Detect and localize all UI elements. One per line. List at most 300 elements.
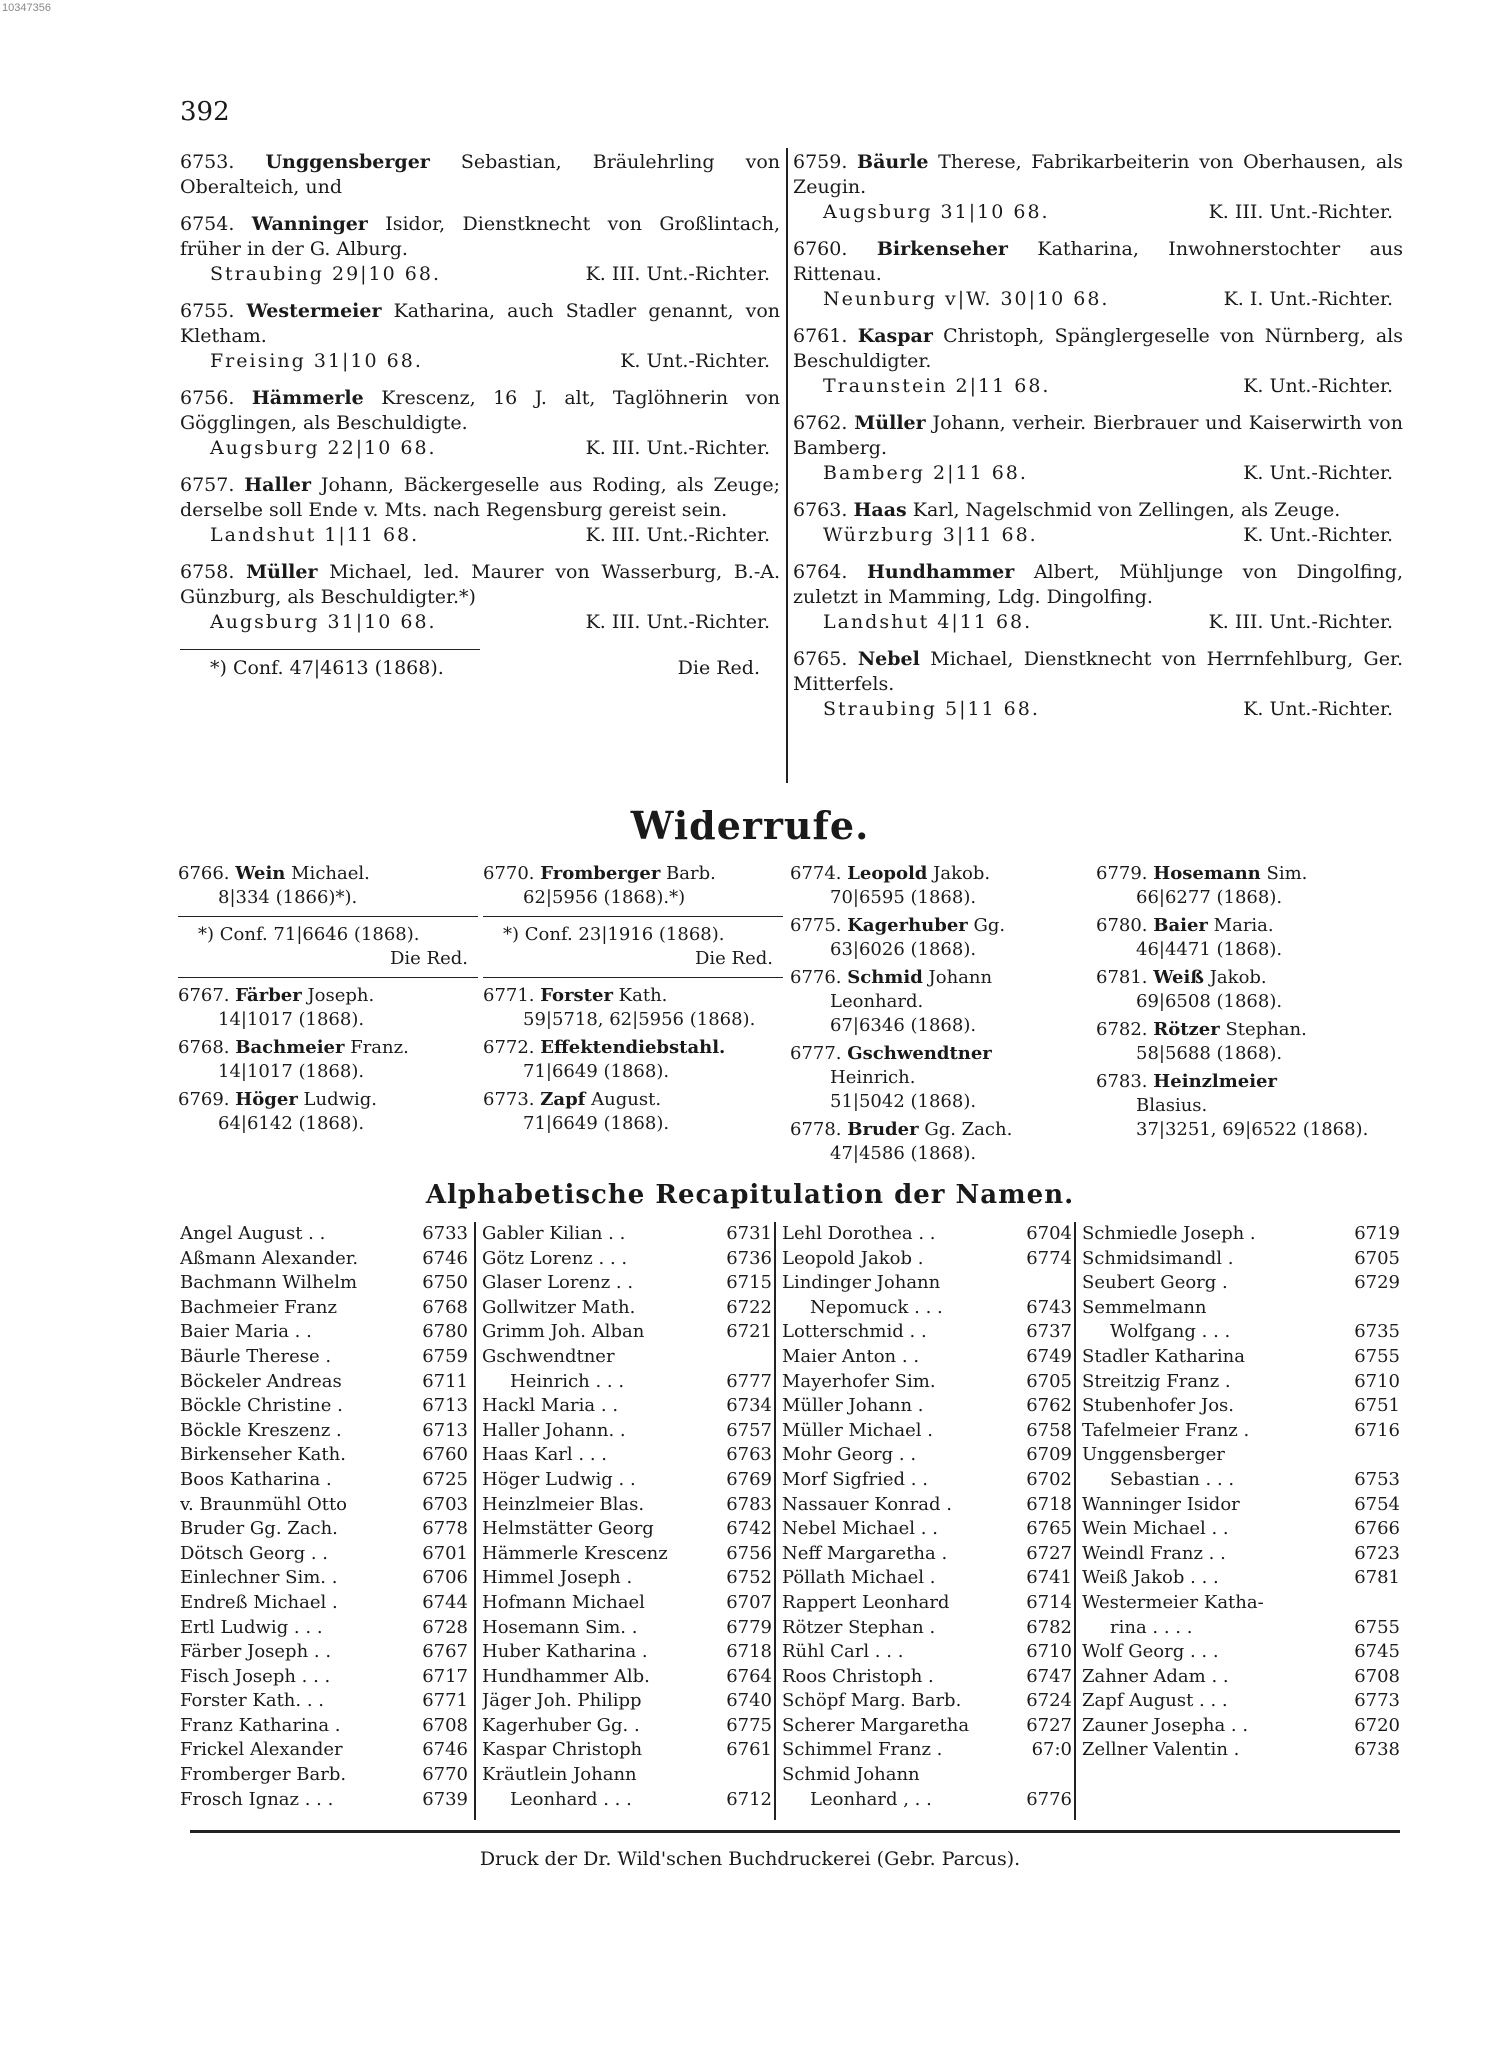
index-number: 6703 [422,1493,468,1515]
index-number: 6742 [726,1518,772,1540]
footnote-rule [178,977,478,978]
index-name: Seubert Georg . [1082,1272,1228,1294]
widerruf-number: 6766. [178,863,230,884]
index-number: 6710 [1026,1641,1072,1663]
index-number: 6760 [422,1444,468,1466]
widerruf-ref: 14|1017 (1868). [218,1009,365,1030]
notice-name: Bäurle [857,151,929,173]
index-row [180,1320,468,1345]
index-row [482,1591,772,1616]
index-name: Sebastian . . . [1110,1468,1235,1490]
index-name: Hackl Maria . . [482,1395,619,1417]
index-number: 6718 [726,1641,772,1663]
index-row [180,1222,468,1247]
notice-place: Landshut 1|11 68. [210,524,420,546]
widerruf-entry [790,1042,1090,1114]
index-row [180,1493,468,1518]
index-name: Frickel Alexander [180,1739,343,1761]
index-name: Stadler Katharina [1082,1345,1245,1367]
widerruf-ref: 64|6142 (1868). [218,1113,365,1134]
widerruf-number: 6772. [483,1037,535,1058]
index-number: 6766 [1354,1518,1400,1540]
index-name: Gschwendtner [482,1345,615,1367]
widerruf-entry [178,1036,478,1084]
index-name: Färber Joseph . . [180,1641,332,1663]
index-row [782,1714,1072,1739]
index-name: Huber Katharina . [482,1641,648,1663]
index-number: 6736 [726,1247,772,1269]
index-name: Himmel Joseph . [482,1567,633,1589]
index-column [1082,1222,1400,1763]
widerruf-ref: 63|6026 (1868). [830,939,977,960]
widerruf-entry [483,1088,783,1136]
notice-meta [793,697,1403,722]
index-number: 6781 [1354,1567,1400,1589]
index-number: 6718 [1026,1493,1072,1515]
widerruf-name: Wein [235,863,286,884]
index-row [782,1370,1072,1395]
index-name: Rappert Leonhard [782,1591,950,1613]
index-name: Zapf August . . . [1082,1690,1228,1712]
index-number: 6765 [1026,1518,1072,1540]
index-row [1082,1443,1400,1468]
column-divider [786,148,788,783]
index-name: Schimmel Franz . [782,1739,943,1761]
footnote-sign: Die Red. [677,657,760,679]
notice-entry [180,473,780,548]
index-row [1082,1738,1400,1763]
notice-place: Straubing 5|11 68. [823,698,1040,720]
archive-stamp: 10347356 [2,2,51,14]
index-number [1068,1271,1072,1296]
widerruf-number: 6773. [483,1089,535,1110]
index-name: Müller Michael . [782,1419,933,1441]
index-number: 6745 [1354,1641,1400,1663]
index-number: 6758 [1026,1419,1072,1441]
widerruf-extra: Leonhard. [830,991,924,1012]
notice-text [793,498,1403,523]
widerruf-name: Färber [235,985,302,1006]
notice-court: K. III. Unt.-Richter. [585,263,770,285]
index-name: Birkenseher Kath. [180,1444,346,1466]
widerruf-given: Barb. [666,863,716,884]
index-name: Höger Ludwig . . [482,1468,636,1490]
index-name: Bäurle Therese . [180,1345,332,1367]
index-number [1396,1296,1400,1321]
index-row [482,1345,772,1370]
index-row [180,1345,468,1370]
index-number: 6722 [726,1296,772,1318]
index-name: Schmiedle Joseph . [1082,1223,1256,1244]
index-row [782,1394,1072,1419]
index-name: Heinzlmeier Blas. [482,1493,645,1515]
widerruf-number: 6778. [790,1119,842,1140]
notice-body: Katharina, Inwohnerstochter aus Rittenau. [793,238,1403,285]
index-title: Alphabetische Recapitulation der Namen. [425,1180,1075,1210]
index-name: Jäger Joh. Philipp [482,1690,642,1712]
widerruf-name: Gschwendtner [847,1043,992,1064]
index-row [782,1763,1072,1788]
notice-entry [180,299,780,374]
notice-number: 6755. [180,300,235,322]
index-name: Fromberger Barb. [180,1764,347,1786]
widerruf-number: 6782. [1096,1019,1148,1040]
notice-place: Traunstein 2|11 68. [823,375,1051,397]
widerruf-line [790,1042,1090,1066]
index-number: 6710 [1354,1370,1400,1392]
notice-number: 6761. [793,325,848,347]
widerruf-name: Bachmeier [235,1037,345,1058]
widerrufe-column [483,862,783,1140]
index-name: Leonhard . . . [510,1788,632,1810]
index-row [180,1763,468,1788]
widerruf-line [1096,1070,1403,1094]
index-row [782,1542,1072,1567]
widerruf-line [1096,966,1403,990]
index-name: Streitzig Franz . [1082,1370,1231,1392]
index-number: 6776 [1026,1788,1072,1810]
widerrufe-grid [178,862,1403,1162]
index-name: Wolfgang . . . [1110,1321,1231,1343]
index-name: Böckle Christine . [180,1395,343,1417]
index-name: Gabler Kilian . . [482,1223,626,1244]
index-column [782,1222,1072,1812]
index-number: 6737 [1026,1321,1072,1343]
index-name: Götz Lorenz . . . [482,1247,628,1269]
widerruf-name: Hosemann [1153,863,1261,884]
notice-entry [793,324,1403,399]
index-row [180,1689,468,1714]
index-name: Wanninger Isidor [1082,1493,1240,1515]
notice-number: 6764. [793,561,848,583]
index-row [180,1370,468,1395]
index-name: Boos Katharina . [180,1468,332,1490]
index-name: Hosemann Sim. . [482,1616,638,1638]
widerruf-ref: 47|4586 (1868). [830,1143,977,1164]
index-number: 67:0 [1031,1739,1072,1761]
index-row [1082,1493,1400,1518]
index-row [180,1517,468,1542]
index-number: 6782 [1026,1616,1072,1638]
notice-entry [793,150,1403,225]
notice-meta [793,374,1403,399]
widerruf-entry [483,984,783,1032]
index-row [482,1738,772,1763]
index-row [1082,1616,1400,1641]
widerruf-entry [483,1036,783,1084]
index-name: Einlechner Sim. . [180,1567,338,1589]
widerruf-given: Jakob. [933,863,991,884]
notice-number: 6758. [180,561,235,583]
notice-meta [793,287,1403,312]
notice-court: K. Unt.-Richter. [1243,375,1393,397]
widerruf-ref: 70|6595 (1868). [830,887,977,908]
index-row [482,1493,772,1518]
widerruf-line [1096,1018,1403,1042]
index-number: 6724 [1026,1690,1072,1712]
widerruf-number: 6767. [178,985,230,1006]
index-number: 6775 [726,1714,772,1736]
index-row [482,1222,772,1247]
widerruf-line [483,1088,783,1112]
widerruf-line [790,914,1090,938]
column-a [180,150,780,681]
index-row [482,1468,772,1493]
index-number: 6753 [1354,1468,1400,1490]
widerruf-given: Stephan. [1225,1019,1307,1040]
widerruf-given: Johann [928,967,993,988]
notice-name: Haas [853,499,907,521]
index-number: 6707 [726,1591,772,1613]
index-row [180,1271,468,1296]
widerruf-line [790,862,1090,886]
notice-name: Müller [854,412,926,434]
index-row [180,1665,468,1690]
notice-body: Albert, Mühljunge von Dingolfing, zuletzt in Mamming, Ldg. Dingolfing. [793,561,1403,608]
index-number: 6779 [726,1616,772,1638]
notice-text [180,386,780,436]
widerruf-number: 6774. [790,863,842,884]
notice-number: 6756. [180,387,235,409]
index-name: Wolf Georg . . . [1082,1641,1219,1663]
notice-text [180,150,780,200]
notice-entry [180,560,780,635]
index-name: Pöllath Michael . [782,1567,936,1589]
notice-meta [180,436,780,461]
index-row [180,1394,468,1419]
widerruf-ref: 71|6649 (1868). [523,1061,670,1082]
notice-entry [793,237,1403,312]
widerruf-name: Rötzer [1153,1019,1220,1040]
notice-meta [180,610,780,635]
notice-text [793,150,1403,200]
notice-number: 6753. [180,151,235,173]
notice-place: Augsburg 31|10 68. [823,201,1050,223]
index-name: Gollwitzer Math. [482,1296,636,1318]
index-number [1396,1443,1400,1468]
index-number: 6733 [422,1223,468,1244]
bottom-rule [190,1830,1400,1833]
index-row [180,1788,468,1813]
index-number: 6712 [726,1788,772,1810]
index-number: 6743 [1026,1296,1072,1318]
index-name: Ertl Ludwig . . . [180,1616,323,1638]
index-name: Angel August . . [180,1223,326,1244]
widerruf-given: Jakob. [1209,967,1267,988]
index-number: 6727 [1026,1542,1072,1564]
index-row [1082,1517,1400,1542]
index-row [180,1247,468,1272]
index-column [482,1222,772,1812]
widerruf-line [790,966,1090,990]
widerruf-line [483,1036,783,1060]
widerruf-name: Schmid [847,967,923,988]
index-name: Wein Michael . . [1082,1518,1229,1540]
index-row [180,1591,468,1616]
widerruf-line [178,1036,478,1060]
index-number: 6754 [1354,1493,1400,1515]
index-name: Grimm Joh. Alban [482,1321,645,1343]
widerruf-number: 6779. [1096,863,1148,884]
widerruf-number: 6776. [790,967,842,988]
index-name: Aßmann Alexander. [180,1247,359,1269]
index-number [768,1763,772,1788]
index-name: Weiß Jakob . . . [1082,1567,1219,1589]
index-row [180,1566,468,1591]
widerruf-given: Michael. [291,863,370,884]
widerruf-ref: 67|6346 (1868). [830,1015,977,1036]
index-number: 6778 [422,1518,468,1540]
index-row [482,1689,772,1714]
index-number: 6706 [422,1567,468,1589]
widerruf-ref: 46|4471 (1868). [1136,939,1283,960]
index-row [482,1665,772,1690]
index-name: Zahner Adam . . [1082,1665,1229,1687]
notice-meta [180,262,780,287]
footnote-text: *) Conf. 23|1916 (1868). [503,924,725,945]
index-name: Semmelmann [1082,1296,1207,1318]
notice-text [793,647,1403,697]
index-name: Nebel Michael . . [782,1518,938,1540]
index-name: Tafelmeier Franz . [1082,1419,1250,1441]
index-row [782,1271,1072,1296]
notice-text [180,212,780,262]
widerrufe-column [1096,862,1403,1146]
widerruf-ref: 37|3251, 69|6522 (1868). [1136,1119,1369,1140]
notice-body: Johann, verheir. Bierbrauer und Kaiserwirth von Bamberg. [793,412,1403,459]
index-row [782,1616,1072,1641]
index-row [482,1296,772,1321]
notice-court: K. III. Unt.-Richter. [1208,611,1393,633]
index-row [782,1468,1072,1493]
notice-text [793,237,1403,287]
index-row [782,1222,1072,1247]
notice-number: 6759. [793,151,848,173]
index-number: 6720 [1354,1714,1400,1736]
index-row [782,1443,1072,1468]
notice-entry [180,386,780,461]
widerruf-number: 6768. [178,1037,230,1058]
index-column-divider [474,1222,476,1820]
notice-number: 6760. [793,238,848,260]
index-number: 6725 [422,1468,468,1490]
widerruf-entry [1096,966,1403,1014]
index-name: Endreß Michael . [180,1591,338,1613]
index-name: Roos Christoph . [782,1665,934,1687]
index-number: 6713 [422,1395,468,1417]
index-number: 6752 [726,1567,772,1589]
notice-entry [180,150,780,200]
index-row [180,1468,468,1493]
notice-entry [793,560,1403,635]
widerruf-number: 6770. [483,863,535,884]
index-number: 6746 [422,1739,468,1761]
widerruf-ref: 51|5042 (1868). [830,1091,977,1112]
widerruf-line [178,862,478,886]
index-row [180,1738,468,1763]
index-name: Baier Maria . . [180,1321,312,1343]
page-number: 392 [180,97,230,127]
index-number: 6774 [1026,1247,1072,1269]
notice-meta [793,523,1403,548]
widerruf-ref: 14|1017 (1868). [218,1061,365,1082]
index-name: Westermeier Katha- [1082,1591,1264,1613]
widerruf-ref: 69|6508 (1868). [1136,991,1283,1012]
widerruf-entry [790,914,1090,962]
index-row [482,1443,772,1468]
widerruf-entry [483,862,783,910]
index-name: Forster Kath. . . [180,1690,325,1712]
widerruf-given: Kath. [618,985,668,1006]
notice-name: Hundhammer [866,561,1015,583]
index-row [482,1714,772,1739]
widerruf-given: Gg. [973,915,1006,936]
index-number: 6738 [1354,1739,1400,1761]
widerruf-name: Weiß [1153,967,1204,988]
index-number: 6763 [726,1444,772,1466]
widerruf-number: 6781. [1096,967,1148,988]
widerruf-ref: 58|5688 (1868). [1136,1043,1283,1064]
index-row [1082,1689,1400,1714]
index-number: 6716 [1354,1419,1400,1441]
notice-place: Würzburg 3|11 68. [823,524,1038,546]
widerruf-given: Franz. [350,1037,409,1058]
index-number: 6731 [726,1223,772,1244]
widerruf-ref: 59|5718, 62|5956 (1868). [523,1009,756,1030]
index-name: Böckle Kreszenz . [180,1419,342,1441]
index-number: 6761 [726,1739,772,1761]
index-number: 6708 [1354,1665,1400,1687]
index-row [482,1394,772,1419]
footnote-text: *) Conf. 47|4613 (1868). [210,657,444,679]
index-row [782,1296,1072,1321]
footnote [180,656,780,681]
index-number: 6759 [422,1345,468,1367]
index-column-divider [1074,1222,1076,1820]
index-number: 6767 [422,1641,468,1663]
index-row [1082,1320,1400,1345]
widerruf-line [1096,862,1403,886]
index-number: 6749 [1026,1345,1072,1367]
notice-body: Karl, Nagelschmid von Zellingen, als Zeuge. [912,499,1341,521]
index-number: 6773 [1354,1690,1400,1712]
index-row [482,1616,772,1641]
index-number: 6701 [422,1542,468,1564]
index-name: Hofmann Michael [482,1591,645,1613]
index-column [180,1222,468,1812]
widerruf-entry [178,1088,478,1136]
notice-court: K. Unt.-Richter. [620,350,770,372]
index-row [482,1320,772,1345]
index-number: 6715 [726,1272,772,1294]
notice-number: 6762. [793,412,848,434]
notice-name: Kaspar [857,325,933,347]
index-name: Frosch Ignaz . . . [180,1788,334,1810]
notice-meta [180,523,780,548]
notice-name: Birkenseher [876,238,1008,260]
notice-body: Sebastian, Bräulehrling von Oberalteich, und [180,151,780,198]
index-row [782,1665,1072,1690]
notice-court: K. Unt.-Richter. [1243,462,1393,484]
index-number: 6702 [1026,1468,1072,1490]
index-number: 6735 [1354,1321,1400,1343]
index-row [482,1788,772,1813]
index-row [180,1616,468,1641]
notice-name: Haller [244,474,312,496]
widerruf-line [178,1088,478,1112]
notice-court: K. III. Unt.-Richter. [585,611,770,633]
notice-name: Unggensberger [265,151,430,173]
